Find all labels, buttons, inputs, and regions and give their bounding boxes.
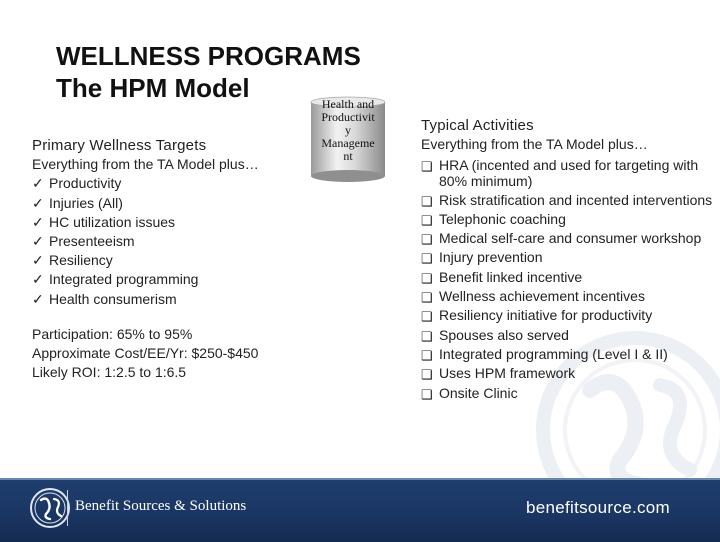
list-item: ❑ Benefit linked incentive <box>421 269 713 288</box>
cost-text: Approximate Cost/EE/Yr: $250-$450 <box>32 345 259 362</box>
list-item: ❑ Uses HPM framework <box>421 365 713 384</box>
checkbox-bullet-icon: ❑ <box>421 270 433 286</box>
bss-seal-logo-icon <box>28 486 72 530</box>
checkmark-icon: ✓ <box>32 271 44 288</box>
checkbox-bullet-icon: ❑ <box>421 212 433 228</box>
program-stats <box>32 325 258 383</box>
list-item: ✓ Health consumerism <box>32 290 302 309</box>
list-item: ✓ Resiliency <box>32 251 302 270</box>
typical-activities-intro: Everything from the TA Model plus… <box>421 136 648 153</box>
checkbox-bullet-icon: ❑ <box>421 328 433 344</box>
cylinder-line: y <box>345 123 351 137</box>
cylinder-label <box>310 98 386 163</box>
cylinder-line: nt <box>343 149 353 163</box>
list-item: ❑ Spouses also served <box>421 327 713 346</box>
checkbox-bullet-icon: ❑ <box>421 232 433 248</box>
checkmark-icon: ✓ <box>32 213 44 230</box>
checkbox-bullet-icon: ❑ <box>421 367 433 383</box>
checkmark-icon: ✓ <box>32 290 44 307</box>
primary-targets-heading: Primary Wellness Targets <box>32 137 207 154</box>
footer-website-link[interactable]: benefitsource.com <box>525 498 670 517</box>
typical-activities-heading: Typical Activities <box>421 117 534 134</box>
title-line-2: The HPM Model <box>56 73 250 103</box>
footer-brand-name: Benefit Sources & Solutions <box>75 498 247 514</box>
list-item: ✓ HC utilization issues <box>32 213 302 232</box>
checkbox-bullet-icon: ❑ <box>421 251 433 267</box>
checkbox-bullet-icon: ❑ <box>421 158 433 174</box>
typical-activities-section <box>421 116 713 404</box>
primary-targets-intro: Everything from the TA Model plus… <box>32 156 259 173</box>
checkbox-bullet-icon: ❑ <box>421 386 433 402</box>
list-item: ❑ Injury prevention <box>421 249 713 268</box>
list-item: ✓ Productivity <box>32 174 302 193</box>
roi-text: Likely ROI: 1:2.5 to 1:6.5 <box>32 364 187 381</box>
checkmark-icon: ✓ <box>32 233 44 250</box>
list-item: ❑ Medical self-care and consumer workshop <box>421 230 713 249</box>
title-line-1: WELLNESS PROGRAMS <box>56 41 361 71</box>
list-item: ❑ Resiliency initiative for productivity <box>421 307 713 326</box>
checkbox-bullet-icon: ❑ <box>421 193 433 209</box>
list-item: ❑ HRA (incented and used for targeting with 80% minimum) <box>421 157 713 192</box>
cylinder-line: Health and <box>321 97 375 111</box>
list-item: ❑ Onsite Clinic <box>421 385 713 404</box>
checkmark-icon: ✓ <box>32 252 44 269</box>
footer-bar <box>0 478 720 542</box>
cylinder-line: Manageme <box>321 136 375 150</box>
participation-text: Participation: 65% to 95% <box>32 326 193 342</box>
list-item: ✓ Injuries (All) <box>32 194 302 213</box>
list-item: ❑ Risk stratification and incented interventions <box>421 192 713 211</box>
cylinder-line: Productivit <box>321 110 375 124</box>
slide-title <box>56 40 361 104</box>
list-item: ✓ Presenteeism <box>32 232 302 251</box>
list-item: ❑ Wellness achievement incentives <box>421 288 713 307</box>
list-item: ❑ Integrated programming (Level I & II) <box>421 346 713 365</box>
checkbox-bullet-icon: ❑ <box>421 309 433 325</box>
primary-targets-section <box>32 136 302 309</box>
checkmark-icon: ✓ <box>32 175 44 192</box>
checkbox-bullet-icon: ❑ <box>421 347 433 363</box>
footer-separator <box>67 490 68 526</box>
checkbox-bullet-icon: ❑ <box>421 290 433 306</box>
list-item: ✓ Integrated programming <box>32 270 302 289</box>
checkmark-icon: ✓ <box>32 194 44 211</box>
list-item: ❑ Telephonic coaching <box>421 211 713 230</box>
